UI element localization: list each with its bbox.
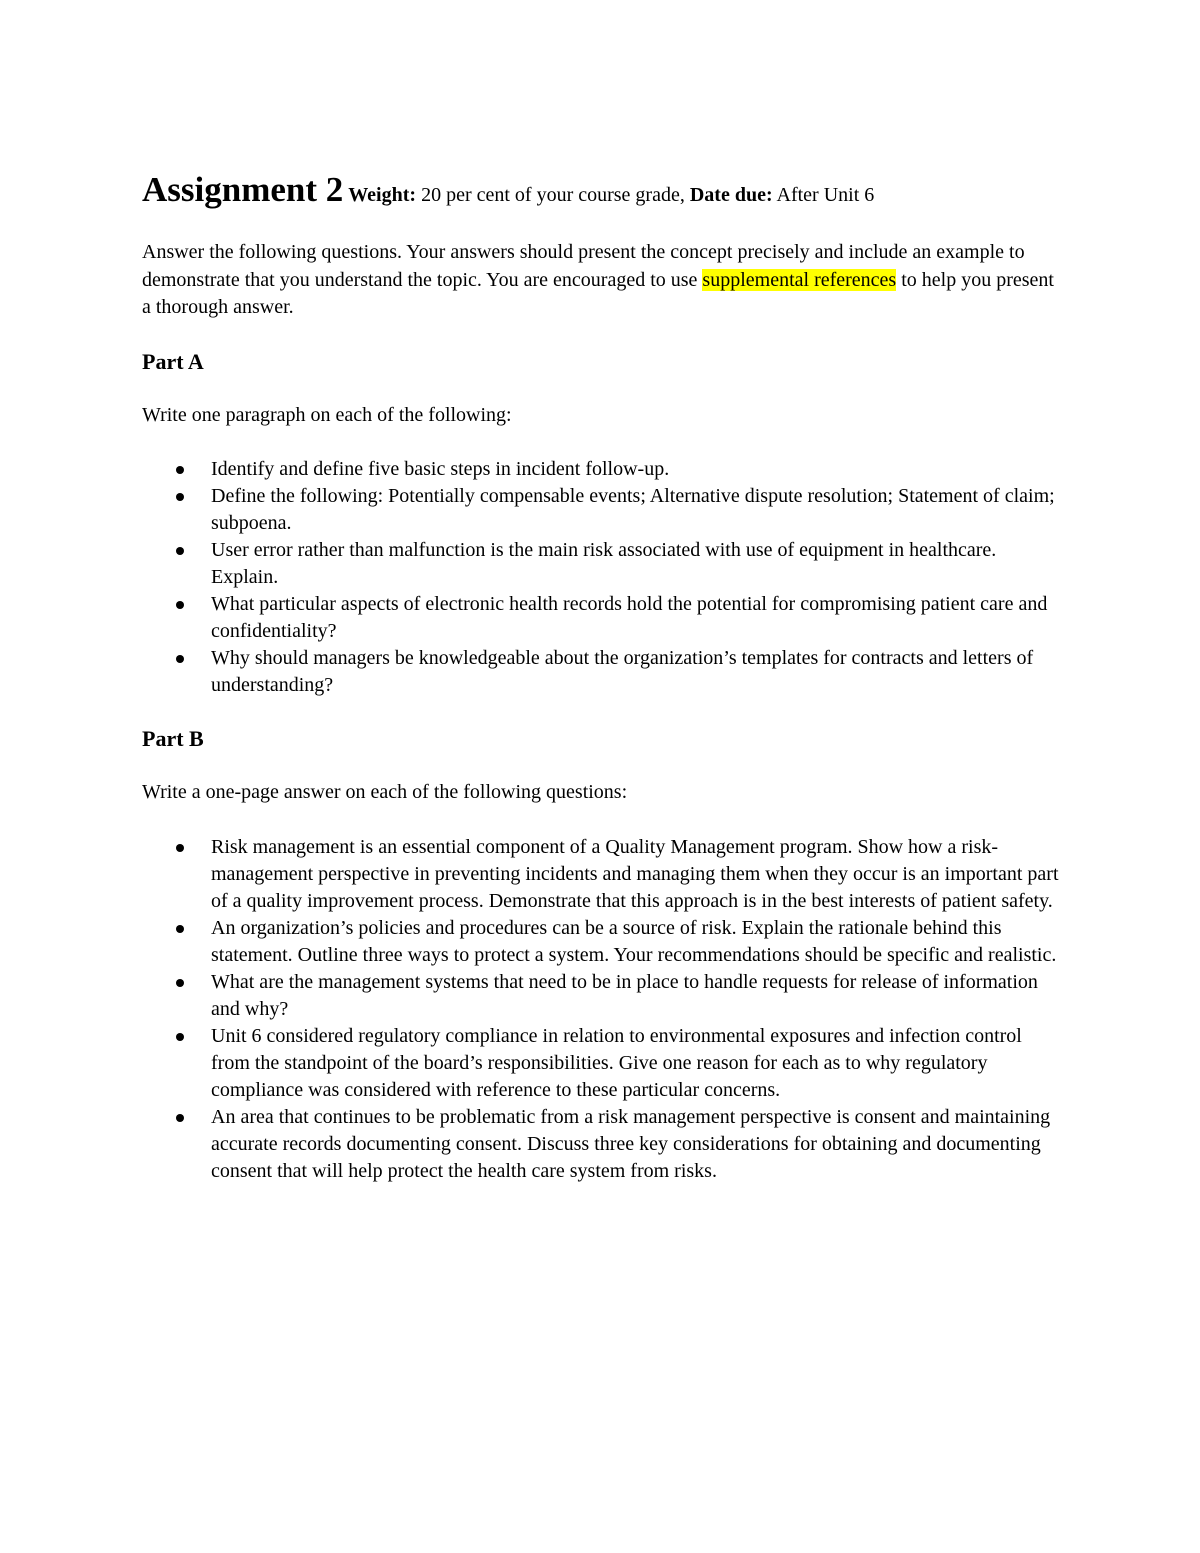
list-item bbox=[142, 1104, 1062, 1185]
bullet-icon bbox=[176, 925, 184, 933]
part-b-list bbox=[142, 834, 1062, 1185]
document-page bbox=[142, 170, 1062, 1185]
list-item bbox=[142, 591, 1062, 645]
part-b-instruction: Write a one-page answer on each of the following questions: bbox=[142, 781, 628, 803]
due-date-label: Date due: bbox=[689, 184, 773, 206]
list-item-text: Identify and define five basic steps in incident follow-up. bbox=[211, 458, 670, 480]
highlighted-text: supplemental references bbox=[702, 268, 897, 291]
list-item-text: What particular aspects of electronic health records hold the potential for compromising patient care and confidentiality? bbox=[211, 593, 1048, 642]
list-item-text: User error rather than malfunction is the main risk associated with use of equipment in healthcare. Explain. bbox=[211, 539, 997, 588]
list-item-text: An area that continues to be problematic from a risk management perspective is consent and maintaining accurate records documenting consent. Discuss three key considerations for obtaining and documenting consent that will help protect the health care system from risks. bbox=[211, 1105, 1051, 1182]
list-item-text: Risk management is an essential component of a Quality Management program. Show how a risk-management perspective in preventing incidents and managing them when they occur is an important part of a quality improvement process. Demonstrate that this approach is in the best interests of patient safety. bbox=[211, 835, 1059, 912]
part-a-list bbox=[142, 456, 1062, 699]
due-date-value: After Unit 6 bbox=[776, 184, 875, 206]
list-item bbox=[142, 645, 1062, 699]
list-item bbox=[142, 537, 1062, 591]
list-item bbox=[142, 969, 1062, 1023]
list-item-text: Why should managers be knowledgeable about the organization’s templates for contracts and letters of understanding? bbox=[211, 647, 1034, 696]
bullet-icon bbox=[176, 1033, 184, 1041]
list-item bbox=[142, 456, 1062, 483]
bullet-icon bbox=[176, 601, 184, 609]
bullet-icon bbox=[176, 466, 184, 474]
bullet-icon bbox=[176, 547, 184, 555]
intro-text-after: to help you present a thorough answer. bbox=[142, 268, 1054, 318]
list-item-text: Unit 6 considered regulatory compliance in relation to environmental exposures and infection control from the standpoint of the board’s responsibilities. Give one reason for each as to why regulatory compliance was considered with reference to these particular concerns. bbox=[211, 1024, 1022, 1101]
list-item-text: An organization’s policies and procedures can be a source of risk. Explain the rationale behind this statement. Outline three ways to protect a system. Your recommendations should be specific and realistic. bbox=[211, 916, 1057, 966]
list-item-text: What are the management systems that need to be in place to handle requests for release of information and why? bbox=[211, 970, 1038, 1020]
assignment-title: Assignment 2 bbox=[142, 170, 344, 209]
bullet-icon bbox=[176, 1114, 184, 1122]
list-item bbox=[142, 915, 1062, 969]
list-item bbox=[142, 834, 1062, 915]
part-a-heading: Part A bbox=[142, 348, 204, 374]
bullet-icon bbox=[176, 979, 184, 987]
bullet-icon bbox=[176, 844, 184, 852]
list-item bbox=[142, 483, 1062, 537]
assignment-header bbox=[142, 170, 1062, 215]
weight-label: Weight: bbox=[348, 184, 417, 206]
list-item bbox=[142, 1023, 1062, 1104]
list-item-text: Define the following: Potentially compensable events; Alternative dispute resolution; Statement of claim; subpoena. bbox=[211, 485, 1055, 534]
intro-paragraph bbox=[142, 239, 1062, 322]
bullet-icon bbox=[176, 493, 184, 501]
part-b-heading: Part B bbox=[142, 726, 204, 751]
part-a-instruction: Write one paragraph on each of the following: bbox=[142, 403, 512, 426]
bullet-icon bbox=[176, 655, 184, 663]
weight-value: 20 per cent of your course grade, bbox=[421, 184, 685, 206]
intro-text-before: Answer the following questions. Your answers should present the concept precisely and include an example to demonstrate that you understand the topic. You are encouraged to use bbox=[142, 241, 1025, 291]
